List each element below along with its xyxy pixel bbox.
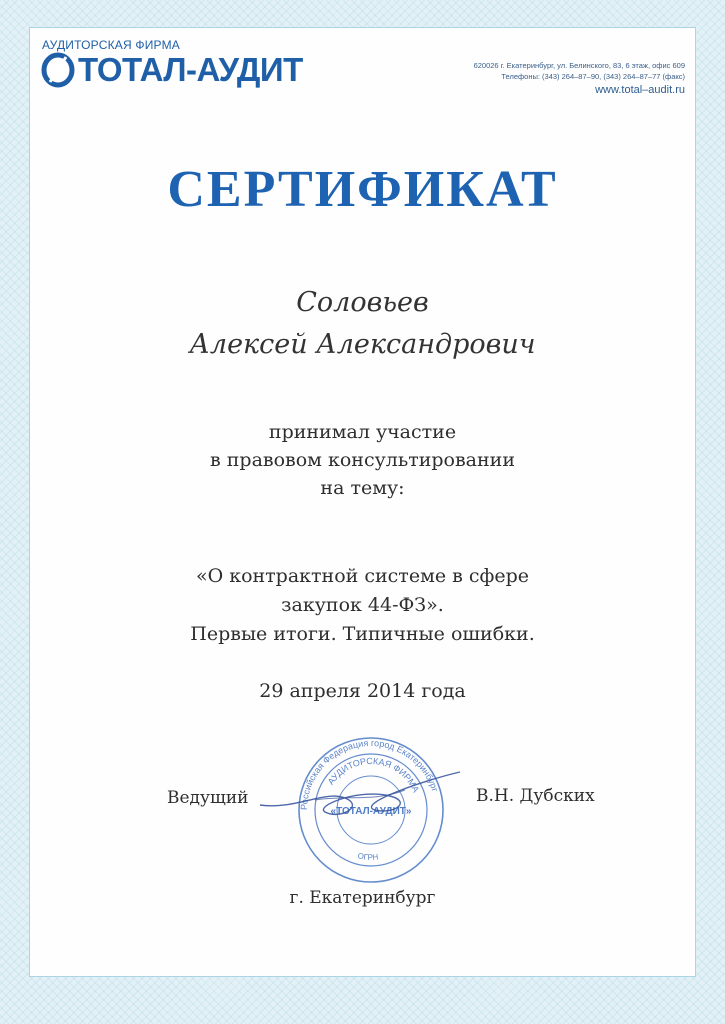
certificate-title: СЕРТИФИКАТ xyxy=(167,161,558,218)
stamp-bottom-text: ОГРН xyxy=(356,851,379,863)
logo-o-icon xyxy=(40,52,76,88)
website-link[interactable]: www.total–audit.ru xyxy=(595,84,685,96)
address-text: 620026 г. Екатеринбург, ул. Белинского, 83, 6 этаж, офис 609 xyxy=(473,61,685,70)
stamp-center-text: «ТОТАЛ-АУДИТ» xyxy=(330,806,412,817)
event-date: 29 апреля 2014 года xyxy=(259,680,466,702)
recipient-name xyxy=(0,282,725,366)
firm-name: ТОТАЛ-АУДИТ xyxy=(78,51,303,88)
firm-type-label: АУДИТОРСКАЯ ФИРМА xyxy=(42,38,180,52)
lead-name: В.Н. Дубских xyxy=(476,786,595,806)
stamp-outer-text: Российская Федерация город Екатеринбург xyxy=(298,737,441,811)
topic-line: закупок 44-ФЗ». xyxy=(281,594,444,616)
participation-line: в правовом консультировании xyxy=(210,449,515,471)
signature xyxy=(255,760,465,840)
participation-text xyxy=(0,418,725,502)
lead-label: Ведущий xyxy=(167,788,249,808)
recipient-given-names: Алексей Александрович xyxy=(189,329,536,360)
topic-text xyxy=(0,562,725,649)
svg-text:ОГРН xyxy=(357,851,379,862)
recipient-surname: Соловьев xyxy=(296,287,429,318)
stamp-inner-text: АУДИТОРСКАЯ ФИРМА xyxy=(325,755,422,794)
topic-line: Первые итоги. Типичные ошибки. xyxy=(190,623,535,645)
topic-line: «О контрактной системе в сфере xyxy=(195,565,530,587)
city-text: г. Екатеринбург xyxy=(289,888,436,908)
firm-logo xyxy=(40,52,303,88)
participation-line: принимал участие xyxy=(268,421,457,443)
participation-line: на тему: xyxy=(320,477,405,499)
contact-block xyxy=(474,60,685,96)
phones-text: Телефоны: (343) 264–87–90, (343) 264–87–77 (факс) xyxy=(501,72,685,81)
